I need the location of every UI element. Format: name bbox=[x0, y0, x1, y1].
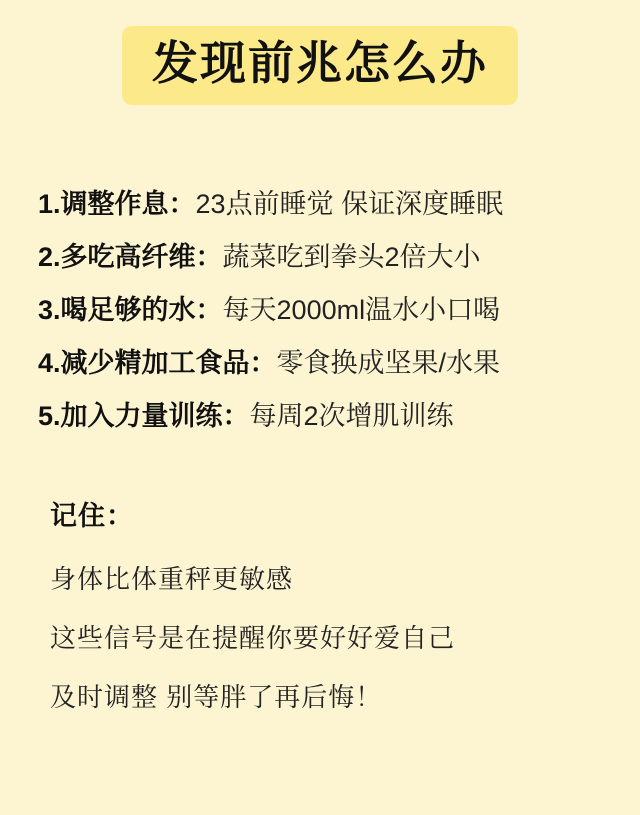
list-item-detail: 蔬菜吃到拳头2倍大小 bbox=[222, 241, 481, 272]
list-item-detail: 23点前睡觉 保证深度睡眠 bbox=[195, 188, 504, 219]
page-title: 发现前兆怎么办 bbox=[122, 26, 518, 105]
list-item-detail: 每周2次增肌训练 bbox=[249, 400, 454, 431]
bottom-spacer bbox=[0, 736, 640, 766]
list-item-number: 2. bbox=[38, 241, 61, 272]
list-item-lead: 多吃高纤维 bbox=[60, 241, 196, 272]
note-line: 这些信号是在提醒你要好好爱自己 bbox=[50, 622, 456, 653]
list-item bbox=[38, 188, 620, 219]
closing-note bbox=[0, 494, 640, 714]
list-item-colon: ： bbox=[195, 294, 223, 325]
list-item-lead: 减少精加工食品 bbox=[60, 347, 250, 378]
list-item-lead: 调整作息 bbox=[60, 188, 169, 219]
list-item-number: 1. bbox=[38, 188, 61, 219]
list-item bbox=[38, 294, 620, 325]
list-item-number: 3. bbox=[38, 294, 61, 325]
list-item-detail: 零食换成坚果/水果 bbox=[276, 347, 501, 378]
list-item-detail: 每天2000ml温水小口喝 bbox=[222, 294, 501, 325]
list-item-colon: ： bbox=[168, 188, 196, 219]
list-item-colon: ： bbox=[195, 241, 223, 272]
list-item bbox=[38, 347, 620, 378]
list-item bbox=[38, 241, 620, 272]
tips-list bbox=[0, 188, 640, 431]
list-item-lead: 喝足够的水 bbox=[60, 294, 196, 325]
list-item-number: 5. bbox=[38, 400, 61, 431]
list-item-lead: 加入力量训练 bbox=[60, 400, 223, 431]
list-item-colon: ： bbox=[249, 347, 277, 378]
note-line: 身体比体重秤更敏感 bbox=[50, 563, 294, 594]
list-item-number: 4. bbox=[38, 347, 61, 378]
note-line: 及时调整 别等胖了再后悔！ bbox=[50, 681, 383, 712]
note-title: 记住： bbox=[50, 500, 134, 531]
list-item-colon: ： bbox=[222, 400, 250, 431]
title-container bbox=[0, 0, 640, 105]
list-item bbox=[38, 400, 620, 431]
